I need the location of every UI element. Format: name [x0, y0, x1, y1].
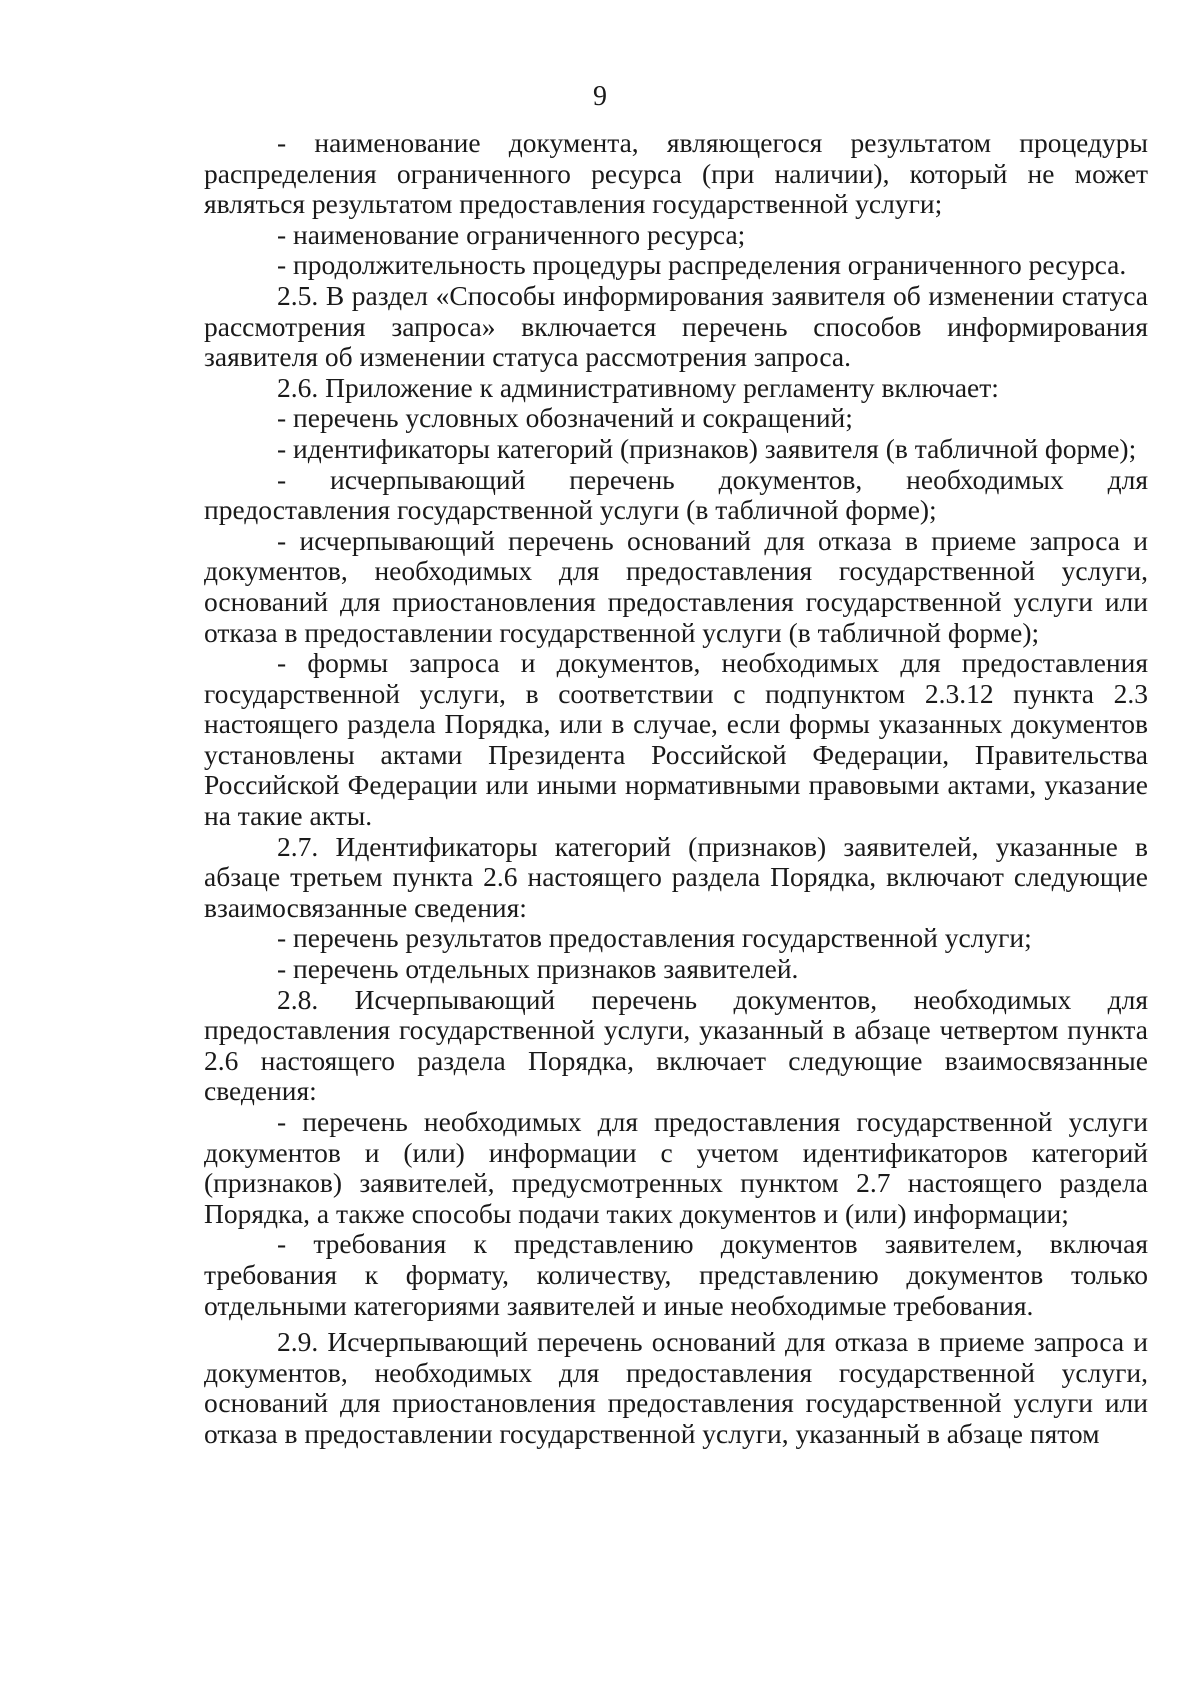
- paragraph: 2.6. Приложение к административному регламенту включает:: [277, 371, 999, 403]
- paragraph: - требования к представлению документов заявителем, включая требования к формату, количеству, представлению документов только отдельными категориями заявителей и иные необходимые требования.: [204, 1228, 1148, 1321]
- paragraph: - исчерпывающий перечень документов, необходимых для предоставления государственной услуги (в табличной форме);: [204, 463, 1148, 526]
- paragraph: - перечень отдельных признаков заявителей.: [277, 953, 799, 985]
- paragraph: 2.5. В раздел «Способы информирования заявителя об изменении статуса рассмотрения запроса» включается перечень способов информирования заявителя об изменении статуса рассмотрения запроса.: [204, 279, 1148, 373]
- paragraph: - формы запроса и документов, необходимых для предоставления государственной услуги, в соответствии с подпунктом 2.3.12 пункта 2.3 настоящего раздела Порядка, или в случае, если формы указанных документов установлены актами Президента Российской Федерации, Правительства Российской Федерации или иными нормативными правовыми актами, указание на такие акты.: [204, 647, 1148, 832]
- document-body: [204, 128, 1148, 1450]
- paragraph: 2.7. Идентификаторы категорий (признаков) заявителей, указанные в абзаце третьем пункта 2.6 настоящего раздела Порядка, включают следующие взаимосвязанные сведения:: [204, 830, 1148, 923]
- paragraph: - перечень необходимых для предоставления государственной услуги документов и (или) информации с учетом идентификаторов категорий (признаков) заявителей, предусмотренных пунктом 2.7 настоящего раздела Порядка, а также способы подачи таких документов и (или) информации;: [204, 1106, 1148, 1229]
- paragraph: - перечень условных обозначений и сокращений;: [277, 402, 853, 434]
- paragraph: - исчерпывающий перечень оснований для отказа в приеме запроса и документов, необходимых для предоставления государственной услуги, оснований для приостановления предоставления государственной услуги или отказа в предоставлении государственной услуги (в табличной форме);: [204, 524, 1148, 648]
- paragraph: - идентификаторы категорий (признаков) заявителя (в табличной форме);: [277, 432, 1137, 464]
- paragraph: - наименование ограниченного ресурса;: [277, 218, 746, 250]
- paragraph: 2.9. Исчерпывающий перечень оснований для отказа в приеме запроса и документов, необходимых для предоставления государственной услуги, оснований для приостановления предоставления государственной услуги или отказа в предоставлении государственной услуги, указанный в абзаце пятом: [204, 1326, 1148, 1449]
- page-number: 9: [593, 81, 607, 112]
- paragraph: 2.8. Исчерпывающий перечень документов, необходимых для предоставления государственной услуги, указанный в абзаце четвертом пункта 2.6 настоящего раздела Порядка, включает следующие взаимосвязанные сведения:: [204, 983, 1148, 1107]
- paragraph: - наименование документа, являющегося результатом процедуры распределения ограниченного ресурса (при наличии), который не может являться результатом предоставления государственной услуги;: [204, 127, 1148, 220]
- paragraph: - перечень результатов предоставления государственной услуги;: [277, 922, 1032, 954]
- paragraph: - продолжительность процедуры распределения ограниченного ресурса.: [277, 249, 1127, 281]
